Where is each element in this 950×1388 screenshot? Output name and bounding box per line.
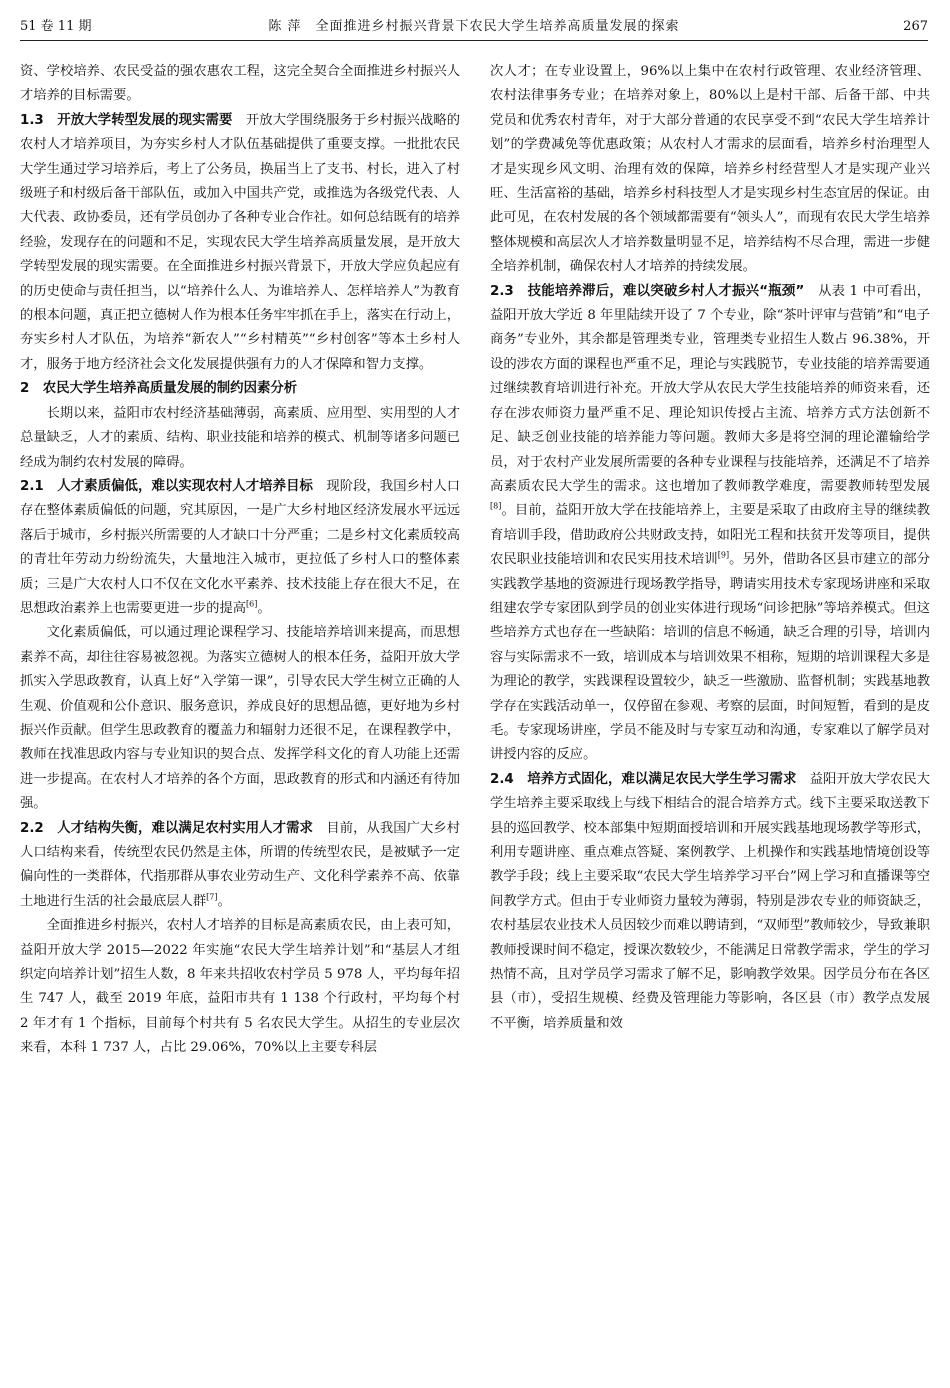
citation: [6] — [246, 599, 258, 609]
volume-issue: 51 卷 11 期 — [20, 19, 92, 34]
paragraph: 资、学校培养、农民受益的强农惠农工程，这完全契合全面推进乡村振兴人才培养的目标需要。 — [20, 64, 460, 104]
section-1-3 — [20, 109, 460, 377]
section-text: 现阶段，我国乡村人口存在整体素质偏低的问题，究其原因，一是广大乡村地区经济发展水平远远落后于城市，乡村振兴所需要的人才缺口十分严重；二是乡村文化素质较高的青壮年劳动力纷纷流失，大量地注入城市，更拉低了乡村人口的整体素质；三是广大农村人口不仅在文化水平素养、技术技能上存在很大不足，在思想政治素养上也需要更进一步的提高 — [20, 478, 460, 616]
section-text: 。目前，益阳开放大学在技能培养上，主要是采取了由政府主导的继续教育培训手段，借助政府公共财政支持，如阳光工程和扶贫开发等项目，提供农民职业技能培训和农民实用技术培训 — [490, 503, 930, 568]
section-text: 开放大学围绕服务于乡村振兴战略的农村人才培养项目，为夯实乡村人才队伍基础提供了重要支撑。一批批农民大学生通过学习培养后，考上了公务员，换届当上了支书、村长，进入了村级班子和村级后备干部队伍，或加入中国共产党，或推选为各级党代表、人大代表、政协委员，还有学员创办了各种专业合作社。如何总结既有的培养经验，发现存在的问题和不足，实现农民大学生培养高质量发展，是开放大学转型发展的现实需要。在全面推进乡村振兴背景下，开放大学应负起应有的历史使命与责任担当，以“培养什么人、为谁培养人、怎样培养人”为教育的根本问题，真正把立德树人作为根本任务牢牢抓在手上，落实在行动上，夯实乡村人才队伍，为培养“新农人”“乡村精英”“乡村创客”等本土乡村人才，服务于地方经济社会文化发展提供强有力的人才保障和智力支撑。 — [20, 112, 461, 372]
left-column — [20, 60, 460, 1061]
section-2-1: 2.1 人才素质偏低，难以实现农村人才培养目标 现阶段，我国乡村人口存在整体素质偏低的问题，究其原因，一是广大乡村地区经济发展水平远远落后于城市，乡村振兴所需要的人才缺口十分严重；二是乡村文化素质较高的青壮年劳动力纷纷流失，大量地注入城市，更拉低了乡村人口的整体素质；三是广大农村人口不仅在文化水平素养、技术技能上存在很大不足，在思想政治素养上也需要更进一步的提高[6]。 — [20, 478, 460, 616]
section-heading: 2.4 培养方式固化，难以满足农民大学生学习需求 — [490, 771, 797, 787]
paragraph: 次人才；在专业设置上，96%以上集中在农村行政管理、农业经济管理、农村法律事务专业；在培养对象上，80%以上是村干部、后备干部、中共党员和优秀农村青年，对于大部分普通的农民享受不到“农民大学生培养计划”的学费减免等优惠政策；从农村人才需求的层面看，培养乡村治理型人才是实现乡风文明、治理有效的保障，培养乡村经营型人才是实现产业兴旺、生活富裕的基础，培养乡村科技型人才是实现乡村生态宜居的保证。由此可见，在农村发展的各个领域都需要有“领头人”，而现有农民大学生培养整体规模和高层次人才培养数量明显不足，培养结构不尽合理，需进一步健全培养机制，确保农村人才培养的持续发展。 — [490, 64, 930, 275]
section-text: 。另外，借助各区县市建立的部分实践教学基地的资源进行现场教学指导，聘请实用技术专家现场讲座和采取组建农学专家团队到学员的创业实体进行现场“问诊把脉”等培养模式。但这些培养方式也存在一些缺陷：培训的信息不畅通，缺乏合理的引导，培训内容与实际需求不一致，培训成本与培训效果不相称，短期的培训课程大多是为理论的教学，实践课程设置较少，缺乏一些激励、监督机制；实践基地教学存在实践活动单一，仅停留在参观、考察的层面，时间短暂，看到的是皮毛。专家现场讲座，学员不能及时与专家互动和沟通，专家难以了解学员对讲授内容的反应。 — [490, 552, 931, 763]
paragraph: 长期以来，益阳市农村经济基础薄弱，高素质、应用型、实用型的人才总量缺乏，人才的素质、结构、职业技能和培养的模式、机制等诸多问题已经成为制约农村发展的障碍。 — [20, 405, 460, 470]
section-heading: 2.3 技能培养滞后，难以突破乡村人才振兴“瓶颈” — [490, 283, 805, 299]
section-2-2: 2.2 人才结构失衡，难以满足农村实用人才需求 目前，从我国广大乡村人口结构来看，传统型农民仍然是主体，所谓的传统型农民，是被赋予一定偏向性的一类群体，代指那群从事农业劳动生产、文化科学素养不高、依靠土地进行生活的社会最底层人群[7]。 — [20, 820, 460, 909]
section-heading: 1.3 开放大学转型发展的现实需要 — [20, 112, 233, 128]
running-title: 陈 萍 全面推进乡村振兴背景下农民大学生培养高质量发展的探索 — [268, 19, 680, 34]
section-text: 从表 1 中可看出，益阳开放大学近 8 年里陆续开设了 7 个专业，除“茶叶评审与营销”和“电子商务”专业外，其余都是管理类专业，管理类专业招生人数占 96.38%，开设的涉农方面的课程也严重不足，理论与实践脱节，专业技能的培养需要通过继续教育培训进行补充。开放大学从农民大学生技能培养的师资来看，还存在涉农师资力量严重不足、理论知识传授占主流、培养方式方法创新不足、缺乏创业技能的培养能力等问题。教师大多是将空洞的理论灌输给学员，对于农村产业发展所需要的各种专业课程与技能培养，还满足不了培养高素质农民大学生的需求。这也增加了教师教学难度，需要教师转型发展 — [490, 283, 931, 494]
section-text: 目前，从我国广大乡村人口结构来看，传统型农民仍然是主体，所谓的传统型农民，是被赋予一定偏向性的一类群体，代指那群从事农业劳动生产、文化科学素养不高、依靠土地进行生活的社会最底层人群 — [20, 820, 460, 909]
section-heading-2: 2 农民大学生培养高质量发展的制约因素分析 — [20, 381, 298, 397]
citation: [8] — [490, 501, 502, 511]
paragraph: 文化素质偏低，可以通过理论课程学习、技能培养培训来提高，而思想素养不高，却往往容易被忽视。为落实立德树人的根本任务，益阳开放大学抓实入学思政教育，认真上好“入学第一课”，引导农民大学生树立正确的人生观、价值观和公仆意识、服务意识，养成良好的思想品德，更好地为乡村振兴作贡献。但学生思政教育的覆盖力和辐射力还很不足，在课程教学中，教师在找准思政内容与专业知识的契合点、发挥学科文化的育人功能上还需进一步提高。在农村人才培养的各个方面，思政教育的形式和内涵还有待加强。 — [20, 625, 460, 812]
citation: [7] — [206, 892, 218, 902]
paragraph: 全面推进乡村振兴，农村人才培养的目标是高素质农民，由上表可知，益阳开放大学 2015—2022 年实施“农民大学生培养计划”和“基层人才组织定向培养计划”招生人数，8 年来共招收农村学员 5 978 人，平均每年招生 747 人，截至 2019 年底，益阳市共有 1 138 个行政村，平均每个村 2 年才有 1 个指标，目前每个村共有 5 名农民大学生。从招生的专业层次来看，本科 1 737 人，占比 29.06%，70%以上主要专科层 — [20, 918, 460, 1056]
page-number: 267 — [903, 19, 928, 34]
section-2-4 — [490, 768, 930, 1036]
running-header — [20, 14, 928, 41]
citation: [9] — [717, 550, 730, 560]
section-heading: 2.2 人才结构失衡，难以满足农村实用人才需求 — [20, 820, 314, 836]
section-heading: 2.1 人才素质偏低，难以实现农村人才培养目标 — [20, 478, 314, 494]
section-2-3 — [490, 280, 930, 768]
right-column — [490, 60, 930, 1036]
section-text: 益阳开放大学农民大学生培养主要采取线上与线下相结合的混合培养方式。线下主要采取送教下县的巡回教学、校本部集中短期面授培训和开展实践基地现场教学等形式，利用专题讲座、重点难点答疑、案例教学、上机操作和实践基地情境创设等教学手段；线上主要采取“农民大学生培养学习平台”网上学习和直播课等空间教学方式。但由于专业师资力量较为薄弱，特别是涉农专业的师资缺乏，农村基层农业技术人员因较少而难以聘请到，“双师型”教师较少，导致兼职教师授课时间不稳定，授课次数较少，不能满足日常教学需求，学生的学习热情不高，且对学员学习需求了解不足，影响教学效果。因学员分布在各区县（市），受招生规模、经费及管理能力等影响，各区县（市）教学点发展不平衡，培养质量和效 — [490, 771, 931, 1031]
